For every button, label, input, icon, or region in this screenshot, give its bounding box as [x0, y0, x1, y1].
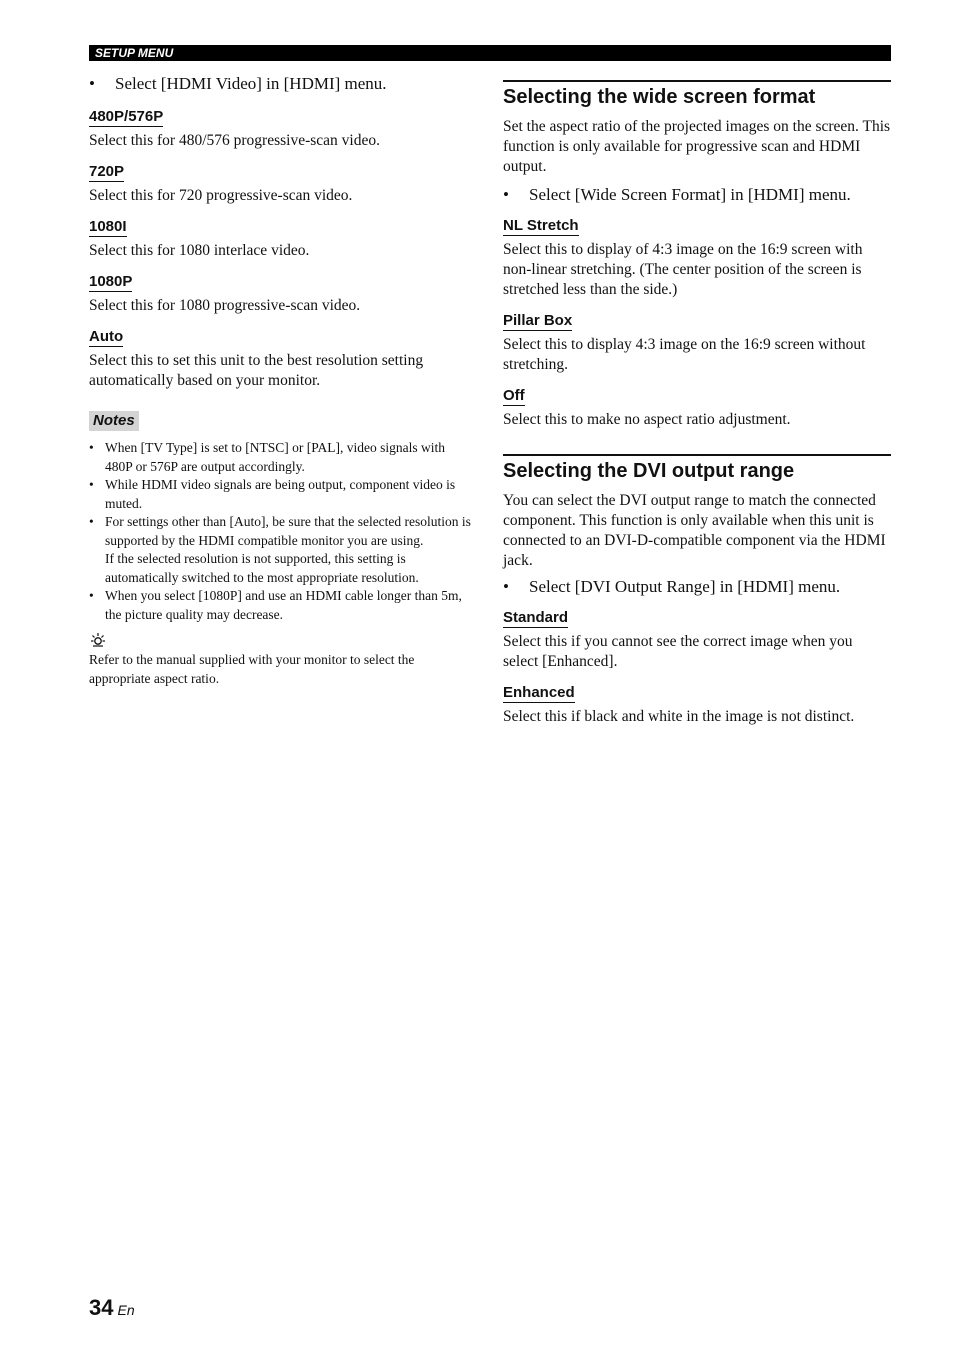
note-item: • While HDMI video signals are being output, component video is muted. [89, 477, 456, 511]
term-480p-576p: 480P/576P [89, 108, 164, 125]
term-pillar-box: Pillar Box [503, 312, 573, 329]
section-header-label: SETUP MENU [95, 46, 174, 60]
term-nl-stretch-desc: Select this to display of 4:3 image on the 16:9 screen with non-linear stretching. (The center position of the screen is stretched less than the side.) [503, 241, 863, 298]
lightbulb-icon [89, 632, 111, 648]
term-standard: Standard [503, 609, 569, 626]
term-off: Off [503, 387, 525, 404]
right-column [503, 80, 891, 727]
wide-screen-title: Selecting the wide screen format [503, 80, 891, 109]
term-1080p: 1080P [89, 273, 133, 290]
wide-screen-intro: Set the aspect ratio of the projected images on the screen. This function is only available for progressive scan and HDMI output. [503, 118, 891, 175]
term-1080i-desc: Select this for 1080 interlace video. [89, 242, 310, 259]
notes-label: Notes [89, 411, 139, 431]
term-pillar-box-desc: Select this to display 4:3 image on the 16:9 screen without stretching. [503, 336, 866, 373]
dvi-range-title: Selecting the DVI output range [503, 454, 891, 483]
page-footer [89, 1294, 135, 1322]
notes-list [89, 439, 475, 624]
note-item-continuation: If the selected resolution is not supported, this setting is automatically switched to the most appropriate resolution. [105, 551, 419, 585]
note-item: • For settings other than [Auto], be sure that the selected resolution is supported by the HDMI compatible monitor you are using. If the selected resolution is not supported, this setting is automatically switched to the most appropriate resolution. [89, 514, 471, 585]
term-auto-desc: Select this to set this unit to the best resolution setting automatically based on your monitor. [89, 352, 424, 389]
term-enhanced-desc: Select this if black and white in the image is not distinct. [503, 708, 855, 725]
term-enhanced: Enhanced [503, 684, 575, 701]
page-number: 34 [89, 1295, 114, 1320]
header-bar [89, 45, 891, 61]
term-standard-desc: Select this if you cannot see the correct image when you select [Enhanced]. [503, 633, 853, 670]
dvi-range-intro: You can select the DVI output range to match the connected component. This function is only available when this unit is connected to an DVI-D-compatible component via the HDMI jack. [503, 492, 886, 569]
instruction-bullet: • Select [HDMI Video] in [HDMI] menu. [89, 74, 387, 93]
term-nl-stretch: NL Stretch [503, 217, 579, 234]
left-column [89, 74, 475, 688]
instruction-text: Select [HDMI Video] in [HDMI] menu. [115, 74, 387, 93]
wide-screen-instruction: • Select [Wide Screen Format] in [HDMI] menu. [503, 185, 851, 204]
term-480p-576p-desc: Select this for 480/576 progressive-scan video. [89, 132, 380, 149]
language-code: En [117, 1302, 135, 1318]
term-1080i: 1080I [89, 218, 127, 235]
dvi-range-instruction: • Select [DVI Output Range] in [HDMI] menu. [503, 577, 841, 596]
term-auto: Auto [89, 328, 124, 345]
note-item: • When [TV Type] is set to [NTSC] or [PAL], video signals with 480P or 576P are output accordingly. [89, 440, 446, 474]
term-720p-desc: Select this for 720 progressive-scan video. [89, 187, 353, 204]
term-off-desc: Select this to make no aspect ratio adjustment. [503, 411, 791, 428]
term-1080p-desc: Select this for 1080 progressive-scan video. [89, 297, 361, 314]
term-720p: 720P [89, 163, 125, 180]
tip-text: Refer to the manual supplied with your monitor to select the appropriate aspect ratio. [89, 652, 415, 686]
note-item: • When you select [1080P] and use an HDMI cable longer than 5m, the picture quality may decrease. [89, 588, 462, 622]
